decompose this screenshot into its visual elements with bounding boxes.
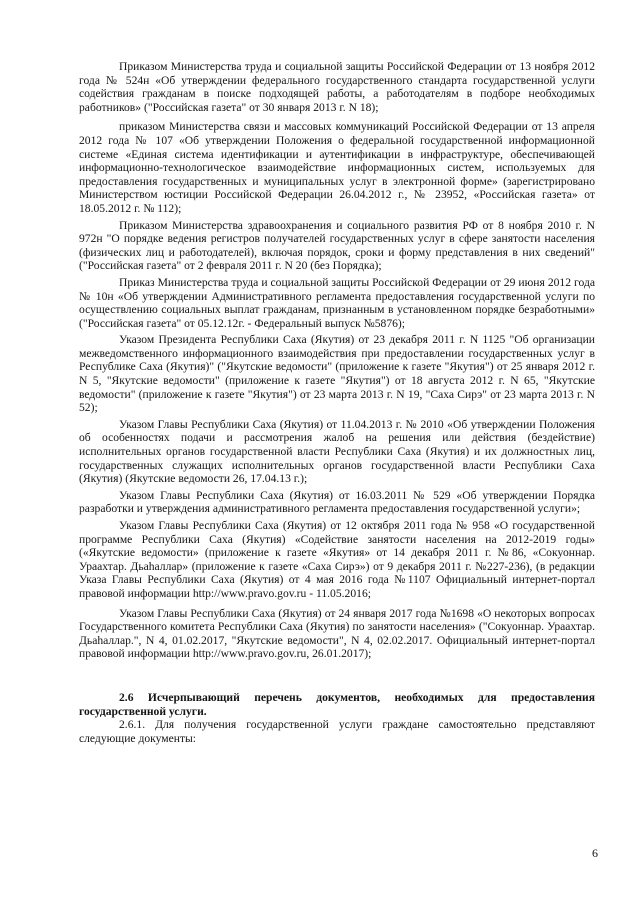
section-heading: 2.6 Исчерпывающий перечень документов, необходимых для предоставления государственной услуги. [79,690,595,718]
page-number: 6 [592,846,598,860]
paragraph-order-972n: Приказом Министерства здравоохранения и социального развития РФ от 8 ноября 2010 г. N 972н "О порядке ведения регистров получателей государственных услуг в сфере занятости населения (физических лиц и работодателей), включая порядок, сроки и форму представления в них сведений" ("Российская газета" от 2 февраля 2011 г. N 20 (без Порядка); [79,218,595,273]
document-page [79,60,595,745]
paragraph-decree-958: Указом Главы Республики Саха (Якутия) от 12 октября 2011 года № 958 «О государственной программе Республики Саха (Якутия) «Содействие занятости населения на 2012-2019 годы» («Якутские ведомости» (приложение к газете «Якутия» от 14 декабря 2011 г. №86, «Сокуоннар. Ураахтар. Дьаһаллар» (приложение к газете «Саха Сирэ») от 9 декабря 2011 г. №227-236), (в редакции Указа Главы Республики Саха (Якутия) от 4 мая 2016 года №1107 Официальный интернет-портал правовой информации http://www.pravo.gov.ru - 11.05.2016; [79,519,595,600]
paragraph-decree-1698: Указом Главы Республики Саха (Якутия) от 24 января 2017 года №1698 «О некоторых вопросах Государственного комитета Республики Саха (Якутия) по занятости населения» ("Сокуоннар. Ураахтар. Дьаһаллар.", N 4, 01.02.2017, "Якутские ведомости", N 4, 02.02.2017. Официальный интернет-портал правовой информации http://www.pravo.gov.ru, 26.01.2017); [79,606,595,661]
paragraph-order-10n: Приказ Министерства труда и социальной защиты Российской Федерации от 29 июня 2012 года № 10н «Об утверждении Административного регламента предоставления государственной услуги по осуществлению социальных выплат гражданам, признанным в установленном порядке безработными» ("Российская газета" от 05.12.12г. - Федеральный выпуск №5876); [79,275,595,330]
paragraph-decree-529: Указом Главы Республики Саха (Якутия) от 16.03.2011 № 529 «Об утверждении Порядка разработки и утверждения административного регламента предоставления государственной услуги»; [79,488,595,516]
paragraph-decree-2010: Указом Главы Республики Саха (Якутия) от 11.04.2013 г. № 2010 «Об утверждении Положения об особенностях подачи и рассмотрения жалоб на решения или действия (бездействие) исполнительных органов государственной власти Республики Саха (Якутия) и их должностных лиц, государственных служащих исполнительных органов государственной власти Республики Саха (Якутия) (Якутские ведомости 26, 17.04.13 г.); [79,417,595,486]
section-intro: 2.6.1. Для получения государственной услуги граждане самостоятельно представляют следующие документы: [79,718,595,745]
paragraph-order-524n: Приказом Министерства труда и социальной защиты Российской Федерации от 13 ноября 2012 года № 524н «Об утверждении федерального государственного стандарта государственной услуги содействия гражданам в поиске подходящей работы, а работодателям в подборе необходимых работников» ("Российская газета" от 30 января 2013 г. N 18); [79,60,595,114]
paragraph-decree-1125: Указом Президента Республики Саха (Якутия) от 23 декабря 2011 г. N 1125 "Об организации межведомственного информационного взаимодействия при предоставлении государственных услуг в Республике Саха (Якутия)" ("Якутские ведомости" (приложение к газете "Якутия") от 25 января 2012 г. N 5, "Якутские ведомости" (приложение к газете "Якутия") от 18 августа 2012 г. N 65, "Якутские ведомости" (приложение к газете "Якутия") от 23 марта 2013 г. N 19, "Саха Сирэ" от 23 марта 2013 г. N 52); [79,333,595,415]
paragraph-order-107: приказом Министерства связи и массовых коммуникаций Российской Федерации от 13 апреля 2012 года № 107 «Об утверждении Положения о федеральной государственной информационной системе «Единая система идентификации и аутентификации в инфраструктуре, обеспечивающей информационно-технологическое взаимодействие информационных систем, используемых для предоставления государственных и муниципальных услуг в электронной форме» (зарегистрировано Министерством юстиции Российской Федерации 26.04.2012 г., № 23952, «Российская газета» от 18.05.2012 г. № 112); [79,120,595,215]
